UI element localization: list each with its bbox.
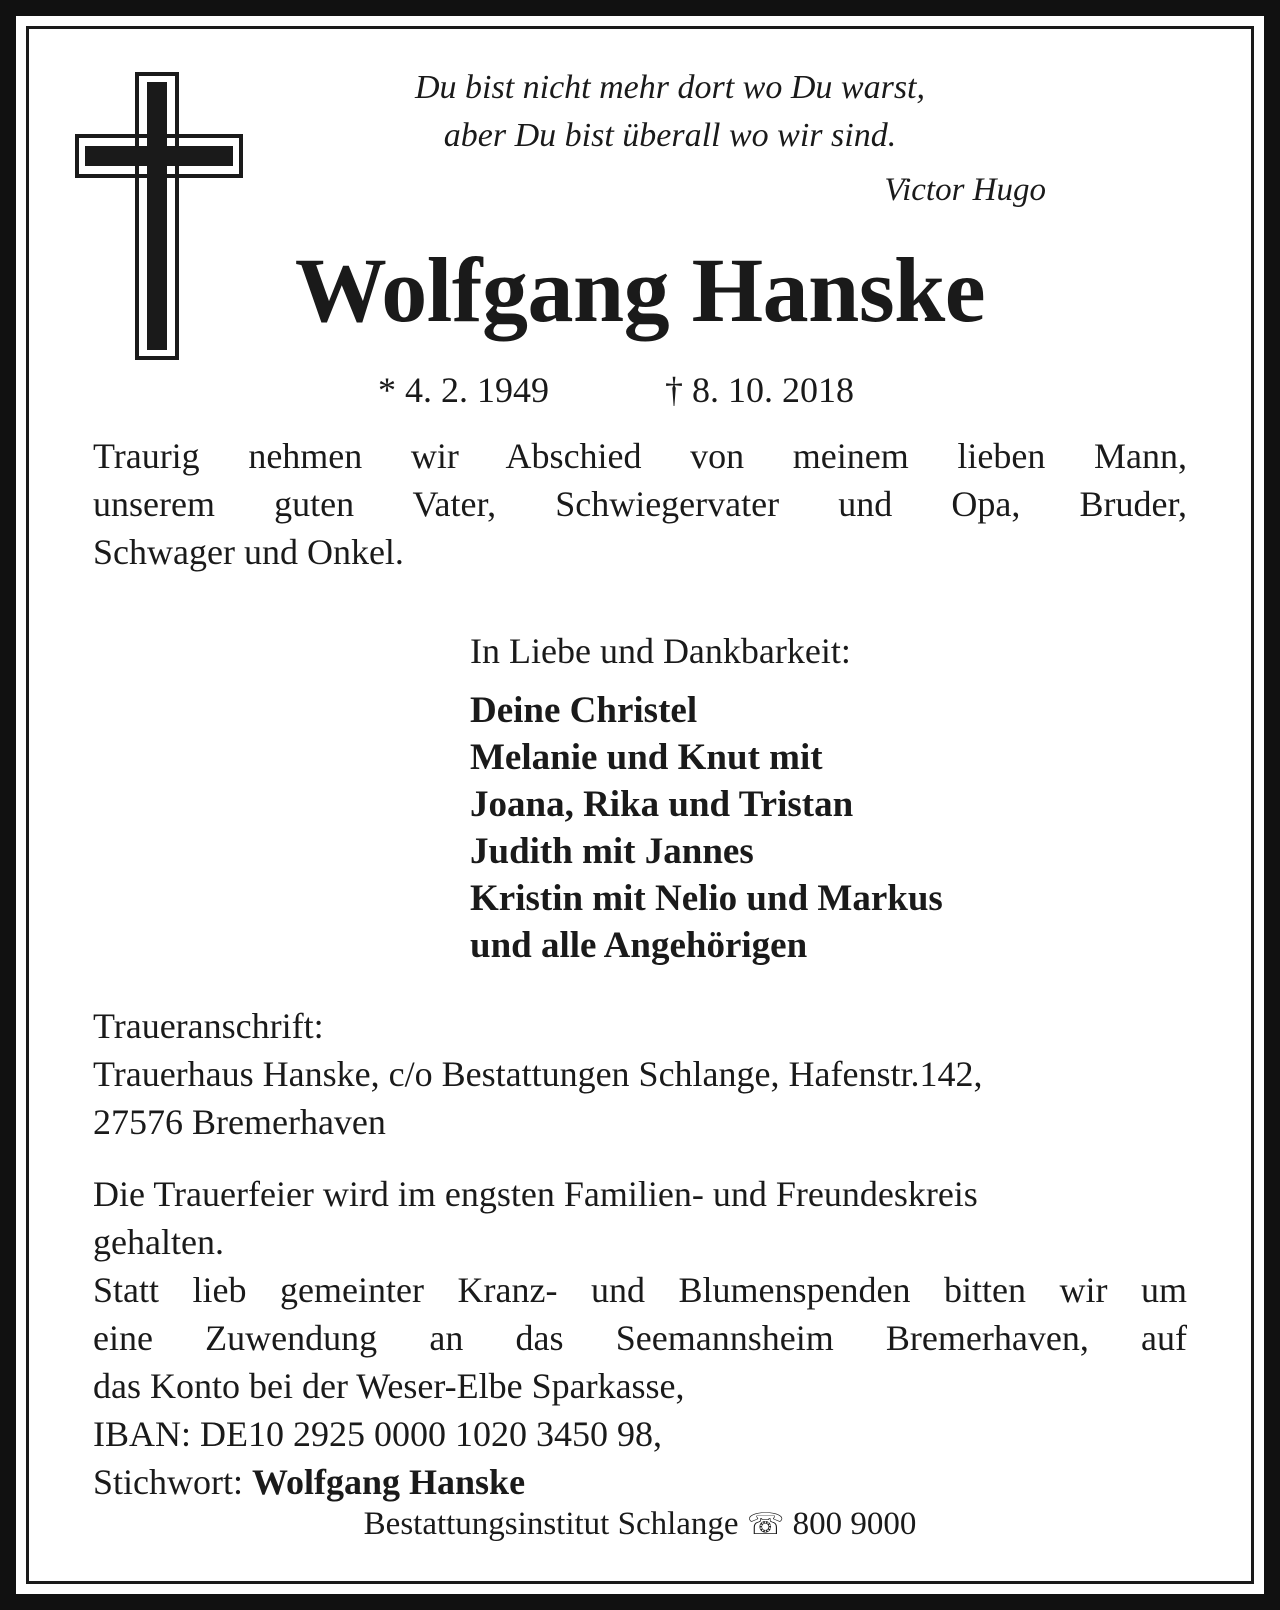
deceased-name: Wolfgang Hanske bbox=[294, 239, 986, 341]
signer-name: und alle Angehörigen bbox=[470, 925, 808, 966]
donation-line-2: eine Zuwendung an das Seemannsheim Bremerhaven, auf bbox=[93, 1318, 1187, 1358]
signer-name: Judith mit Jannes bbox=[470, 831, 754, 872]
signer-name: Deine Christel bbox=[470, 690, 698, 731]
quote-line-2: aber Du bist überall wo wir sind. bbox=[443, 117, 897, 154]
funeral-home-name: Bestattungsinstitut Schlange bbox=[363, 1506, 739, 1542]
address-line-1: Trauerhaus Hanske, c/o Bestattungen Schlange, Hafenstr.142, bbox=[93, 1054, 983, 1094]
iban: IBAN: DE10 2925 0000 1020 3450 98, bbox=[93, 1414, 662, 1454]
signer-name: Kristin mit Nelio und Markus bbox=[470, 878, 943, 919]
death-date: † 8. 10. 2018 bbox=[665, 370, 854, 410]
signer-name: Melanie und Knut mit bbox=[470, 737, 823, 778]
signer-name: Joana, Rika und Tristan bbox=[470, 784, 854, 825]
address-line-2: 27576 Bremerhaven bbox=[93, 1102, 386, 1142]
signers-intro: In Liebe und Dankbarkeit: bbox=[470, 631, 851, 671]
funeral-home bbox=[0, 1502, 1280, 1547]
cross-icon bbox=[75, 72, 245, 360]
farewell-line-1: Traurig nehmen wir Abschied von meinem lieben Mann, bbox=[93, 436, 1187, 476]
ceremony-line-2: gehalten. bbox=[93, 1222, 224, 1262]
address-heading: Traueranschrift: bbox=[93, 1006, 324, 1046]
keyword-value: Wolfgang Hanske bbox=[252, 1462, 526, 1502]
quote-line-1: Du bist nicht mehr dort wo Du warst, bbox=[414, 69, 926, 106]
funeral-home-phone: 800 9000 bbox=[792, 1506, 917, 1542]
farewell-line-2: unserem guten Vater, Schwiegervater und Opa, Bruder, bbox=[93, 484, 1187, 524]
birth-date: * 4. 2. 1949 bbox=[378, 370, 549, 410]
donation-line-1: Statt lieb gemeinter Kranz- und Blumenspenden bitten wir um bbox=[93, 1270, 1187, 1310]
farewell-line-3: Schwager und Onkel. bbox=[93, 532, 404, 572]
keyword-label: Stichwort: bbox=[93, 1462, 243, 1502]
keyword bbox=[93, 1458, 1187, 1506]
quote-author: Victor Hugo bbox=[884, 172, 1046, 208]
ceremony-line-1: Die Trauerfeier wird im engsten Familien- und Freundeskreis bbox=[93, 1174, 978, 1214]
phone-icon: ☏ bbox=[746, 1507, 785, 1542]
donation-line-3: das Konto bei der Weser-Elbe Sparkasse, bbox=[93, 1366, 685, 1406]
